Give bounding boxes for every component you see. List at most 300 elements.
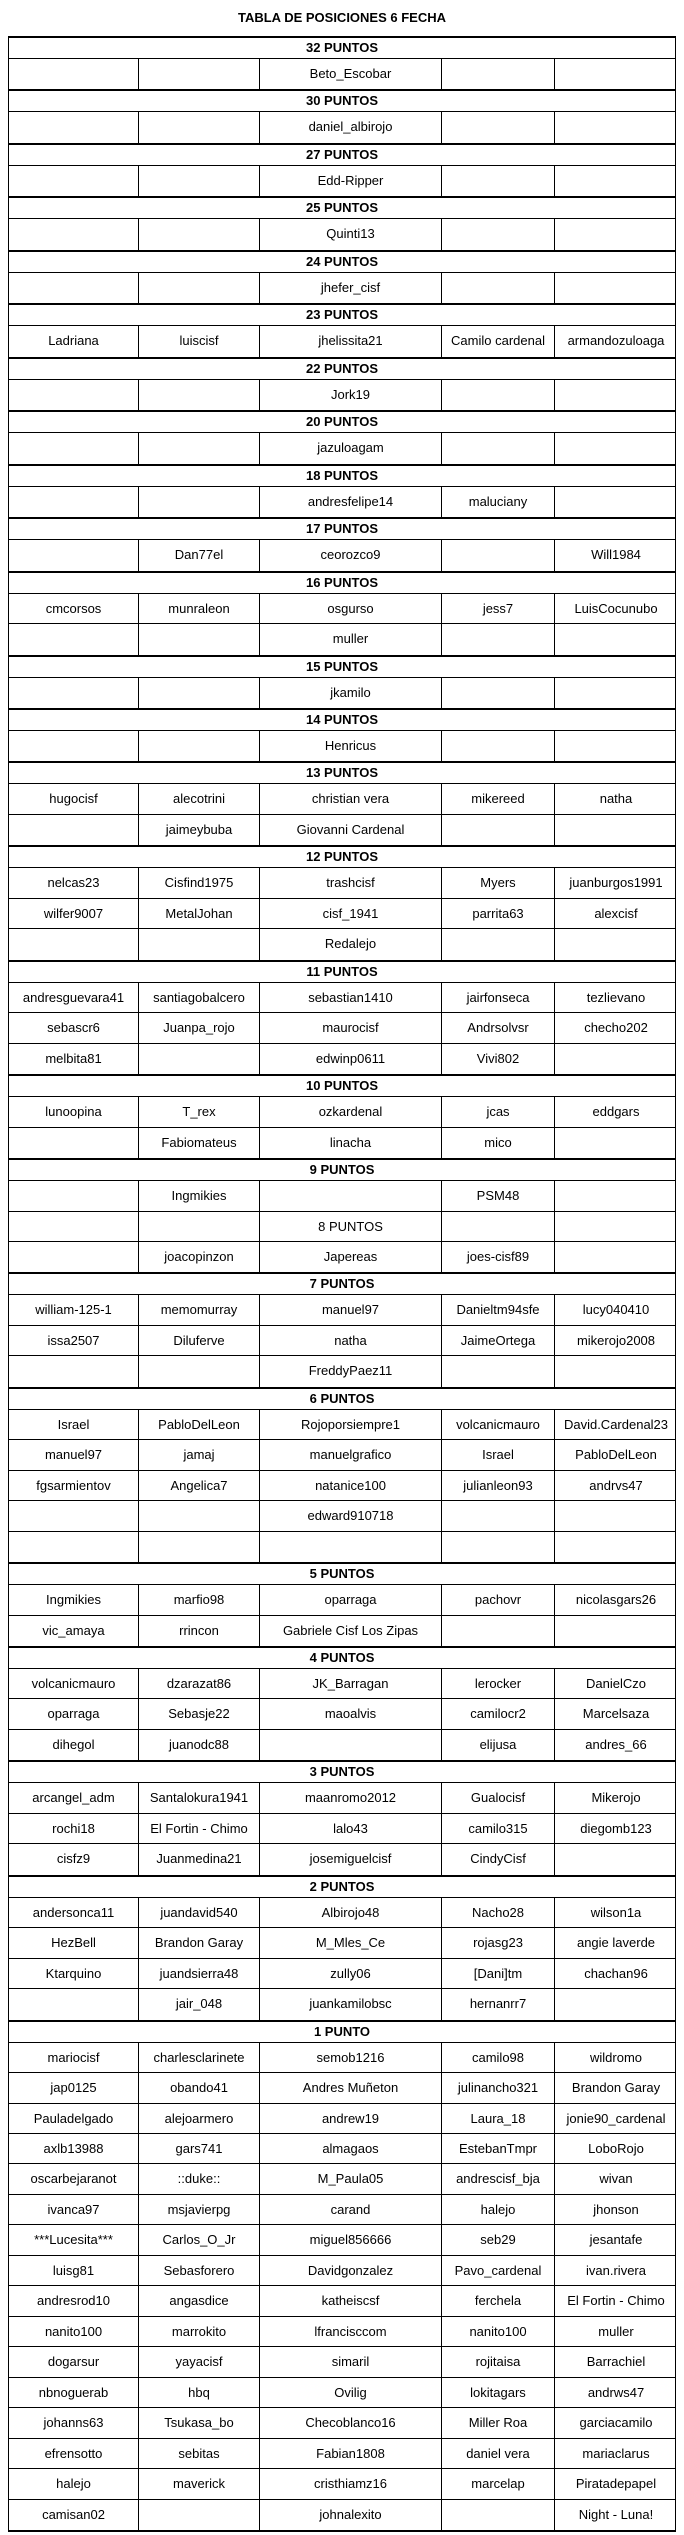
- player-cell: Redalejo: [259, 929, 441, 960]
- table-row: [8, 1814, 676, 1844]
- player-cell: Brandon Garay: [554, 2073, 677, 2103]
- player-cell: Dan77el: [138, 540, 259, 571]
- table-row: [8, 784, 676, 815]
- player-cell: Jork19: [259, 380, 441, 410]
- player-cell: [554, 1501, 677, 1531]
- player-cell: natha: [259, 1326, 441, 1355]
- player-cell: mikerojo2008: [554, 1326, 677, 1355]
- table-row: [8, 540, 676, 571]
- player-cell: [554, 1989, 677, 2020]
- player-cell: andresfelipe14: [259, 487, 441, 517]
- points-header: 24 PUNTOS: [8, 250, 676, 273]
- player-cell: nanito100: [441, 2317, 554, 2346]
- player-cell: Sebasforero: [138, 2256, 259, 2285]
- player-cell: Santalokura1941: [138, 1783, 259, 1813]
- player-cell: [441, 433, 554, 464]
- table-row: [8, 1181, 676, 1212]
- player-cell: [259, 1181, 441, 1211]
- player-cell: jcas: [441, 1097, 554, 1127]
- player-cell: daniel_albirojo: [259, 112, 441, 143]
- player-cell: [441, 624, 554, 655]
- player-cell: lunoopina: [45, 1104, 102, 1119]
- table-row: [8, 1585, 676, 1616]
- player-cell: edwinp0611: [259, 1044, 441, 1074]
- player-cell: [441, 380, 554, 410]
- player-cell: [259, 1532, 441, 1562]
- points-header: 4 PUNTOS: [8, 1646, 676, 1669]
- player-cell: [554, 1844, 677, 1875]
- table-row: [8, 2073, 676, 2104]
- player-cell: ozkardenal: [259, 1097, 441, 1127]
- player-cell: mariaclarus: [554, 2439, 677, 2468]
- table-row: [8, 2164, 676, 2195]
- table-row: [8, 273, 676, 303]
- points-header: 13 PUNTOS: [8, 761, 676, 784]
- player-cell: LuisCocunubo: [554, 594, 677, 623]
- table-row: [8, 1989, 676, 2020]
- player-cell: msjavierpg: [138, 2195, 259, 2224]
- player-cell: [9, 1989, 138, 2020]
- table-row: [8, 929, 676, 960]
- points-header: 11 PUNTOS: [8, 960, 676, 983]
- player-cell: [554, 59, 677, 89]
- player-cell: [441, 731, 554, 761]
- player-cell: nicolasgars26: [554, 1585, 677, 1615]
- player-cell: cisf_1941: [259, 899, 441, 928]
- player-cell: [9, 59, 138, 89]
- player-cell: [138, 380, 259, 410]
- player-cell: hernanrr7: [441, 1989, 554, 2020]
- player-cell: julianleon93: [441, 1471, 554, 1500]
- player-cell: gars741: [138, 2134, 259, 2163]
- player-cell: Rojoporsiempre1: [259, 1410, 441, 1439]
- player-cell: maurocisf: [259, 1013, 441, 1043]
- player-cell: [9, 1532, 138, 1562]
- player-cell: [9, 166, 138, 196]
- player-cell: [554, 380, 677, 410]
- player-cell: osgurso: [259, 594, 441, 623]
- player-cell: sebitas: [138, 2439, 259, 2468]
- player-cell: nelcas23: [47, 875, 100, 890]
- player-cell: rrincon: [138, 1616, 259, 1646]
- player-cell: muller: [259, 624, 441, 655]
- player-cell: andresrod10: [37, 2293, 110, 2308]
- points-header: 20 PUNTOS: [8, 410, 676, 433]
- player-cell: william-125-1: [35, 1302, 112, 1317]
- points-header: 18 PUNTOS: [8, 464, 676, 487]
- player-cell: David.Cardenal23: [554, 1410, 677, 1439]
- player-cell: [554, 1242, 677, 1272]
- player-cell: rojasg23: [441, 1928, 554, 1958]
- player-cell: ivanca97: [47, 2202, 100, 2217]
- player-cell: andrescisf_bja: [441, 2164, 554, 2194]
- player-cell: oparraga: [47, 1706, 100, 1721]
- player-cell: lfrancisccom: [259, 2317, 441, 2346]
- player-cell: Gualocisf: [441, 1783, 554, 1813]
- player-cell: obando41: [138, 2073, 259, 2103]
- table-row: [8, 2500, 676, 2530]
- player-cell: andersonca11: [32, 1905, 115, 1920]
- player-cell: Will1984: [554, 540, 677, 571]
- player-cell: Camilo cardenal: [441, 326, 554, 357]
- player-cell: Diluferve: [138, 1326, 259, 1355]
- player-cell: Vivi802: [441, 1044, 554, 1074]
- table-row: [8, 487, 676, 517]
- table-row: [8, 1616, 676, 1646]
- table-row: [8, 59, 676, 89]
- points-header: 5 PUNTOS: [8, 1562, 676, 1585]
- player-cell: Juanmedina21: [138, 1844, 259, 1875]
- player-cell: Mikerojo: [554, 1783, 677, 1813]
- player-cell: [554, 433, 677, 464]
- table-row: [8, 219, 676, 250]
- player-cell: [441, 166, 554, 196]
- table-row: [8, 2225, 676, 2256]
- points-header: 9 PUNTOS: [8, 1158, 676, 1181]
- table-row: [8, 1844, 676, 1875]
- player-cell: [9, 540, 138, 571]
- player-cell: wildromo: [554, 2043, 677, 2072]
- table-row: [8, 2469, 676, 2500]
- table-row: [8, 899, 676, 929]
- table-row: [8, 1356, 676, 1387]
- table-row: [8, 1898, 676, 1928]
- player-cell: LoboRojo: [554, 2134, 677, 2163]
- player-cell: rojitaisa: [441, 2347, 554, 2377]
- player-cell: EstebanTmpr: [441, 2134, 554, 2163]
- table-row: [8, 2378, 676, 2408]
- player-cell: santiagobalcero: [138, 983, 259, 1012]
- player-cell: maanromo2012: [259, 1783, 441, 1813]
- player-cell: [441, 2500, 554, 2530]
- player-cell: halejo: [441, 2195, 554, 2224]
- player-cell: Israel: [57, 1417, 90, 1432]
- page-title: TABLA DE POSICIONES 6 FECHA: [237, 10, 447, 25]
- player-cell: El Fortin - Chimo: [138, 1814, 259, 1843]
- player-cell: [9, 929, 138, 960]
- points-header: 27 PUNTOS: [8, 143, 676, 166]
- player-cell: chachan96: [554, 1959, 677, 1988]
- player-cell: [554, 166, 677, 196]
- player-cell: Danieltm94sfe: [441, 1295, 554, 1325]
- player-cell: [9, 1501, 138, 1531]
- player-cell: JaimeOrtega: [441, 1326, 554, 1355]
- player-cell: DanielCzo: [554, 1669, 677, 1698]
- player-cell: andresguevara41: [22, 990, 125, 1005]
- player-cell: [138, 59, 259, 89]
- player-cell: andrvs47: [554, 1471, 677, 1500]
- player-cell: fgsarmientov: [36, 1478, 111, 1493]
- player-cell: daniel vera: [441, 2439, 554, 2468]
- player-cell: PSM48: [441, 1181, 554, 1211]
- points-header: 7 PUNTOS: [8, 1272, 676, 1295]
- player-cell: [441, 540, 554, 571]
- player-cell: JK_Barragan: [259, 1669, 441, 1698]
- player-cell: Angelica7: [138, 1471, 259, 1500]
- player-cell: luiscisf: [138, 326, 259, 357]
- player-cell: sebascr6: [47, 1020, 100, 1035]
- table-row: [8, 1326, 676, 1356]
- player-cell: Night - Luna!: [554, 2500, 677, 2530]
- player-cell: jesantafe: [554, 2225, 677, 2255]
- points-header: 30 PUNTOS: [8, 89, 676, 112]
- table-row: [8, 2256, 676, 2286]
- player-cell: Barrachiel: [554, 2347, 677, 2377]
- player-cell: Albirojo48: [259, 1898, 441, 1927]
- player-cell: Gabriele Cisf Los Zipas: [259, 1616, 441, 1646]
- points-header: 17 PUNTOS: [8, 517, 676, 540]
- player-cell: [554, 1212, 677, 1241]
- table-row: [8, 1501, 676, 1532]
- player-cell: jairfonseca: [441, 983, 554, 1012]
- table-row: [8, 1410, 676, 1440]
- table-row: [8, 594, 676, 624]
- player-cell: juanburgos1991: [554, 868, 677, 898]
- table-row: [8, 1242, 676, 1272]
- player-cell: [554, 487, 677, 517]
- player-cell: Henricus: [259, 731, 441, 761]
- table-row: [8, 815, 676, 845]
- player-cell: cristhiamz16: [259, 2469, 441, 2499]
- player-cell: Pauladelgado: [33, 2111, 114, 2126]
- player-cell: alejoarmero: [138, 2104, 259, 2133]
- player-cell: [441, 1616, 554, 1646]
- player-cell: PabloDelLeon: [138, 1410, 259, 1439]
- table-row: [8, 2134, 676, 2164]
- player-cell: [554, 624, 677, 655]
- player-cell: elijusa: [441, 1730, 554, 1760]
- player-cell: yayacisf: [138, 2347, 259, 2377]
- player-cell: linacha: [259, 1128, 441, 1158]
- player-cell: mikereed: [441, 784, 554, 814]
- player-cell: [441, 929, 554, 960]
- player-cell: [554, 112, 677, 143]
- player-cell: [441, 219, 554, 250]
- player-cell: Giovanni Cardenal: [259, 815, 441, 845]
- player-cell: Juanpa_rojo: [138, 1013, 259, 1043]
- player-cell: [259, 1730, 441, 1760]
- points-header: 32 PUNTOS: [8, 36, 676, 59]
- player-cell: juanodc88: [138, 1730, 259, 1760]
- player-cell: Miller Roa: [441, 2408, 554, 2438]
- player-cell: vic_amaya: [42, 1623, 105, 1638]
- player-cell: Sebasje22: [138, 1699, 259, 1729]
- table-row: [8, 1097, 676, 1128]
- table-bottom-border: [8, 2530, 676, 2532]
- player-cell: [9, 624, 138, 655]
- player-cell: [554, 929, 677, 960]
- player-cell: jhelissita21: [259, 326, 441, 357]
- player-cell: [138, 219, 259, 250]
- player-cell: jonie90_cardenal: [554, 2104, 677, 2133]
- player-cell: [9, 1128, 138, 1158]
- table-row: [8, 868, 676, 899]
- table-row: [8, 1699, 676, 1730]
- player-cell: lucy040410: [554, 1295, 677, 1325]
- player-cell: [138, 1532, 259, 1562]
- player-cell: alexcisf: [554, 899, 677, 928]
- points-header: 6 PUNTOS: [8, 1387, 676, 1410]
- player-cell: [138, 487, 259, 517]
- player-cell: [138, 1212, 259, 1241]
- player-cell: [138, 1501, 259, 1531]
- player-cell: [138, 1044, 259, 1074]
- player-cell: dogarsur: [47, 2354, 100, 2369]
- player-cell: [9, 1212, 138, 1241]
- player-cell: checho202: [554, 1013, 677, 1043]
- player-cell: Ingmikies: [138, 1181, 259, 1211]
- player-cell: [554, 1044, 677, 1074]
- points-header: 3 PUNTOS: [8, 1760, 676, 1783]
- player-cell: Japereas: [259, 1242, 441, 1272]
- points-header: 14 PUNTOS: [8, 708, 676, 731]
- player-cell: El Fortin - Chimo: [554, 2286, 677, 2316]
- table-row: [8, 2043, 676, 2073]
- points-header: 16 PUNTOS: [8, 571, 676, 594]
- player-cell: angie laverde: [554, 1928, 677, 1958]
- player-cell: [554, 1181, 677, 1211]
- player-cell: almagaos: [259, 2134, 441, 2163]
- player-cell: [9, 112, 138, 143]
- player-cell: Fabiomateus: [138, 1128, 259, 1158]
- player-cell: [441, 1356, 554, 1387]
- player-cell: christian vera: [259, 784, 441, 814]
- player-cell: 8 PUNTOS: [259, 1212, 441, 1241]
- player-cell: Davidgonzalez: [259, 2256, 441, 2285]
- table-row: [8, 2317, 676, 2347]
- player-cell: M_Mles_Ce: [259, 1928, 441, 1958]
- player-cell: juandsierra48: [138, 1959, 259, 1988]
- table-row: [8, 1532, 676, 1562]
- table-row: [8, 2408, 676, 2439]
- player-cell: hbq: [138, 2378, 259, 2407]
- player-cell: wilfer9007: [43, 906, 104, 921]
- table-row: [8, 2195, 676, 2225]
- table-row: [8, 2347, 676, 2378]
- table-row: [8, 1783, 676, 1814]
- player-cell: Checoblanco16: [259, 2408, 441, 2438]
- table-row: [8, 2286, 676, 2317]
- player-cell: [9, 380, 138, 410]
- player-cell: nbnoguerab: [38, 2385, 109, 2400]
- player-cell: Nacho28: [441, 1898, 554, 1927]
- player-cell: ::duke::: [138, 2164, 259, 2194]
- player-cell: hugocisf: [49, 791, 98, 806]
- player-cell: melbita81: [45, 1051, 102, 1066]
- player-cell: Fabian1808: [259, 2439, 441, 2468]
- player-cell: [Dani]tm: [441, 1959, 554, 1988]
- player-cell: [138, 166, 259, 196]
- table-row: [8, 1471, 676, 1501]
- player-cell: armandozuloaga: [554, 326, 677, 357]
- player-cell: [441, 273, 554, 303]
- points-header: 2 PUNTOS: [8, 1875, 676, 1898]
- player-cell: [554, 815, 677, 845]
- player-cell: [554, 1532, 677, 1562]
- player-cell: Myers: [441, 868, 554, 898]
- player-cell: ***Lucesita***: [34, 2232, 113, 2247]
- player-cell: miguel856666: [259, 2225, 441, 2255]
- player-cell: halejo: [56, 2476, 91, 2491]
- player-cell: [138, 731, 259, 761]
- player-cell: camilo98: [441, 2043, 554, 2072]
- player-cell: parrita63: [441, 899, 554, 928]
- points-header: 10 PUNTOS: [8, 1074, 676, 1097]
- table-row: [8, 2104, 676, 2134]
- table-row: [8, 1013, 676, 1044]
- points-header: 12 PUNTOS: [8, 845, 676, 868]
- player-cell: cmcorsos: [45, 601, 102, 616]
- player-cell: Carlos_O_Jr: [138, 2225, 259, 2255]
- player-cell: wilson1a: [554, 1898, 677, 1927]
- player-cell: juankamilobsc: [259, 1989, 441, 2020]
- player-cell: [138, 678, 259, 708]
- player-cell: Edd-Ripper: [259, 166, 441, 196]
- player-cell: [554, 678, 677, 708]
- player-cell: jazuloagam: [259, 433, 441, 464]
- player-cell: edward910718: [259, 1501, 441, 1531]
- player-cell: mariocisf: [47, 2050, 100, 2065]
- player-cell: cisfz9: [56, 1851, 91, 1866]
- player-cell: diegomb123: [554, 1814, 677, 1843]
- player-cell: [554, 731, 677, 761]
- player-cell: marcelap: [441, 2469, 554, 2499]
- player-cell: marrokito: [138, 2317, 259, 2346]
- player-cell: jamaj: [138, 1440, 259, 1470]
- player-cell: semob1216: [259, 2043, 441, 2072]
- player-cell: Quinti13: [259, 219, 441, 250]
- player-cell: [441, 112, 554, 143]
- player-cell: [554, 1128, 677, 1158]
- player-cell: ferchela: [441, 2286, 554, 2316]
- player-cell: [9, 487, 138, 517]
- player-cell: [9, 731, 138, 761]
- table-row: [8, 1128, 676, 1158]
- player-cell: alecotrini: [138, 784, 259, 814]
- player-cell: CindyCisf: [441, 1844, 554, 1875]
- player-cell: eddgars: [554, 1097, 677, 1127]
- table-row: [8, 1669, 676, 1699]
- player-cell: T_rex: [138, 1097, 259, 1127]
- player-cell: volcanicmauro: [441, 1410, 554, 1439]
- player-cell: Pavo_cardenal: [441, 2256, 554, 2285]
- player-cell: [138, 624, 259, 655]
- player-cell: johanns63: [43, 2415, 104, 2430]
- player-cell: jair_048: [138, 1989, 259, 2020]
- player-cell: camilo315: [441, 1814, 554, 1843]
- player-cell: andrew19: [259, 2104, 441, 2133]
- player-cell: [554, 273, 677, 303]
- player-cell: joacopinzon: [138, 1242, 259, 1272]
- player-cell: Beto_Escobar: [259, 59, 441, 89]
- player-cell: [441, 1212, 554, 1241]
- player-cell: maverick: [138, 2469, 259, 2499]
- player-cell: [441, 59, 554, 89]
- player-cell: simaril: [259, 2347, 441, 2377]
- player-cell: Tsukasa_bo: [138, 2408, 259, 2438]
- player-cell: M_Paula05: [259, 2164, 441, 2194]
- player-cell: [138, 929, 259, 960]
- player-cell: tezlievano: [554, 983, 677, 1012]
- player-cell: [138, 1356, 259, 1387]
- player-cell: oparraga: [259, 1585, 441, 1615]
- player-cell: memomurray: [138, 1295, 259, 1325]
- player-cell: lokitagars: [441, 2378, 554, 2407]
- player-cell: Ovilig: [259, 2378, 441, 2407]
- table-row: [8, 1044, 676, 1074]
- table-row: [8, 380, 676, 410]
- table-row: [8, 1730, 676, 1760]
